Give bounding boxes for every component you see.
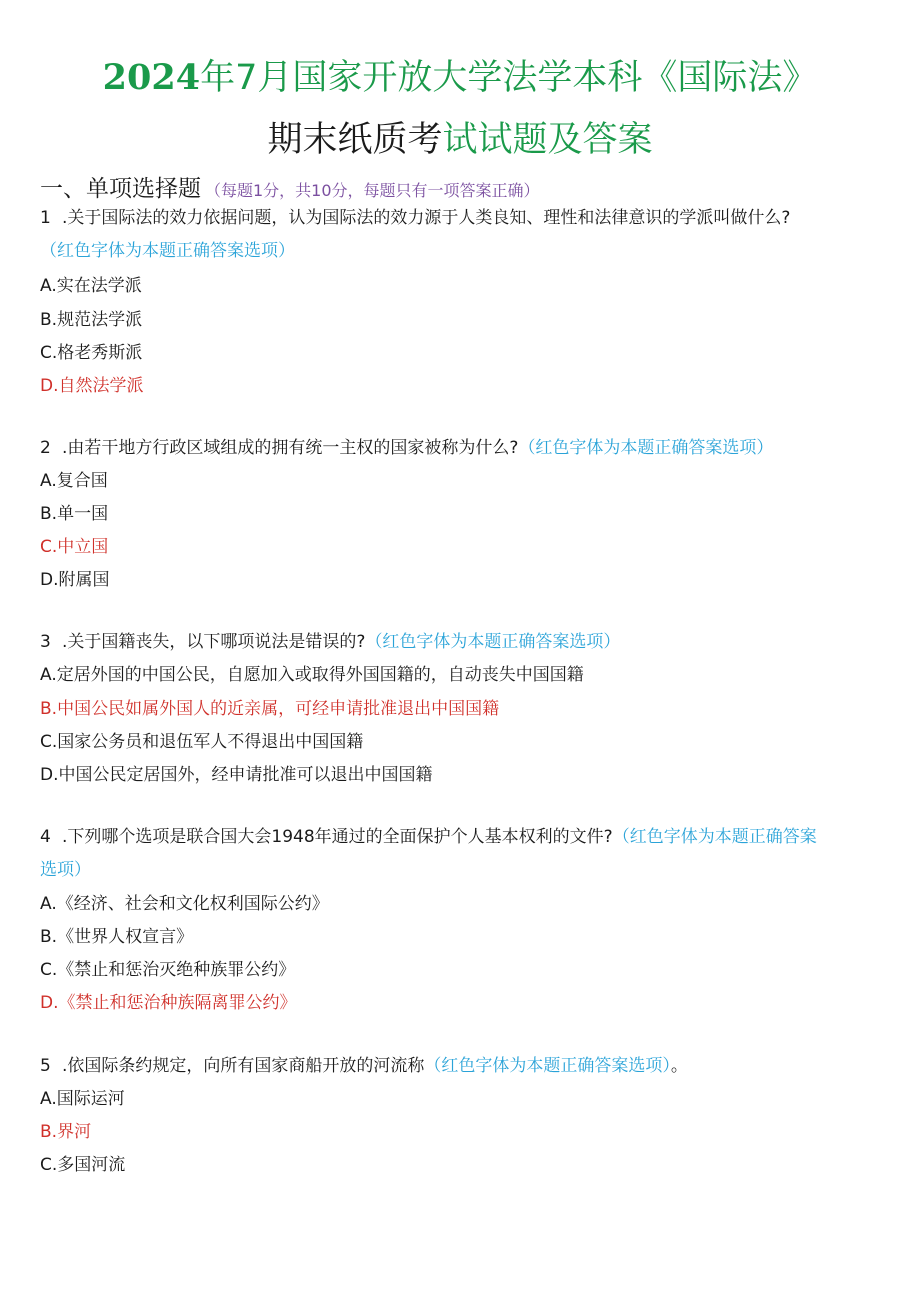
question-hint: （红色字体为本题正确答案选项）	[518, 438, 774, 458]
question-suffix: 。	[670, 1056, 688, 1076]
option-4a: A.《经济、社会和文化权利国际公约》	[40, 894, 329, 914]
title-year: 2024	[102, 57, 201, 98]
question-text: .下列哪个选项是联合国大会1948年通过的全面保护个人基本权利的文件?	[62, 827, 613, 847]
option-3b-correct: B.中国公民如属外国人的近亲属，可经申请批准退出中国国籍	[40, 699, 500, 719]
question-5	[40, 1054, 688, 1078]
question-hint: （红色字体为本题正确答案	[612, 827, 817, 847]
option-4d-correct: D.《禁止和惩治种族隔离罪公约》	[40, 993, 297, 1013]
document-title-line1	[0, 50, 920, 100]
option-5b-correct: B.界河	[40, 1122, 92, 1142]
question-4	[40, 825, 817, 849]
title-rest: 年7月国家开放大学法学本科《国际法》	[200, 58, 818, 98]
option-1a: A.实在法学派	[40, 276, 142, 296]
title-exam-suffix: 试试题及答案	[442, 120, 653, 160]
question-text: .依国际条约规定，向所有国家商船开放的河流称	[62, 1056, 425, 1076]
question-number: 1	[40, 208, 51, 228]
question-3	[40, 630, 620, 654]
question-hint: （红色字体为本题正确答案选项）	[365, 632, 621, 652]
option-3a: A.定居外国的中国公民，自愿加入或取得外国国籍的，自动丧失中国国籍	[40, 665, 584, 685]
question-number: 5	[40, 1056, 51, 1076]
document-title-line2	[0, 112, 920, 162]
option-2b: B.单一国	[40, 504, 109, 524]
option-5c: C.多国河流	[40, 1155, 126, 1175]
question-text: .关于国际法的效力依据问题，认为国际法的效力源于人类良知、理性和法律意识的学派叫做什么?	[62, 208, 791, 228]
section-heading	[40, 170, 540, 203]
question-text: .由若干地方行政区域组成的拥有统一主权的国家被称为什么?	[62, 438, 519, 458]
option-4c: C.《禁止和惩治灭绝种族罪公约》	[40, 960, 296, 980]
option-3d: D.中国公民定居国外，经申请批准可以退出中国国籍	[40, 765, 433, 785]
option-1c: C.格老秀斯派	[40, 343, 143, 363]
question-hint: （红色字体为本题正确答案选项）	[424, 1056, 671, 1076]
option-2d: D.附属国	[40, 570, 110, 590]
section-note: （每题1分，共10分，每题只有一项答案正确）	[205, 181, 540, 200]
option-2a: A.复合国	[40, 471, 108, 491]
question-hint: （红色字体为本题正确答案选项）	[40, 241, 295, 261]
question-number: 3	[40, 632, 51, 652]
question-number: 4	[40, 827, 51, 847]
option-1d-correct: D.自然法学派	[40, 376, 144, 396]
option-5a: A.国际运河	[40, 1089, 125, 1109]
question-number: 2	[40, 438, 51, 458]
question-1	[40, 206, 790, 230]
question-text: .关于国籍丧失，以下哪项说法是错误的?	[62, 632, 366, 652]
title-exam-type: 期末纸质考	[267, 120, 443, 160]
option-1b: B.规范法学派	[40, 310, 143, 330]
option-3c: C.国家公务员和退伍军人不得退出中国国籍	[40, 732, 364, 752]
section-title: 一、单项选择题	[40, 176, 201, 202]
question-hint-continued: 选项）	[40, 860, 91, 880]
option-4b: B.《世界人权宣言》	[40, 927, 194, 947]
question-2	[40, 436, 773, 460]
option-2c-correct: C.中立国	[40, 537, 109, 557]
